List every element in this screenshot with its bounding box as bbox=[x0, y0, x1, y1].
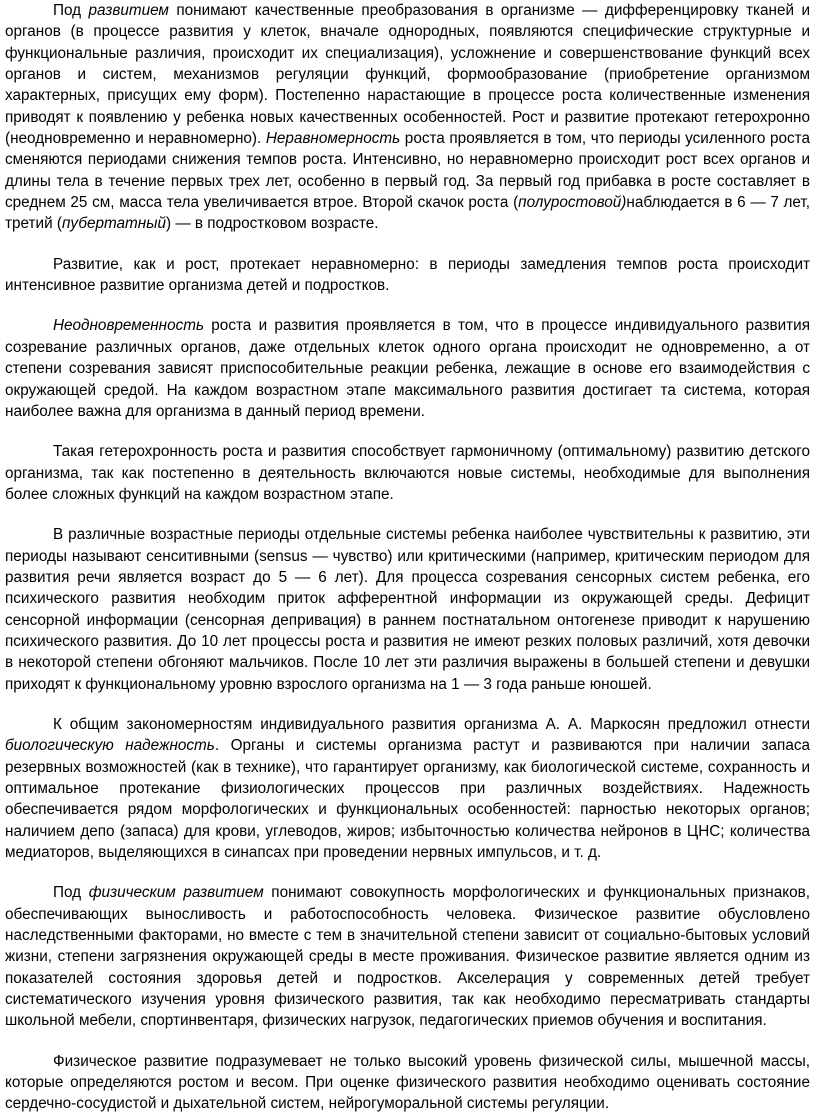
paragraph-heterochrony bbox=[5, 441, 810, 505]
paragraph-development-uneven bbox=[5, 254, 810, 297]
paragraph-biological-reliability bbox=[5, 714, 810, 863]
text-segment: К общим закономерностям индивидуального развития организма А. А. Маркосян предложил отнести bbox=[53, 715, 810, 733]
text-segment: наблюдается в 6 — 7 лет, третий ( bbox=[5, 194, 810, 233]
text-segment: понимают качественные преобразования в организме — дифференцировку тканей и органов (в процессе развития у клеток, вначале однородных, появляются специфические структурные и функциональные различия, происходит их специализация), усложнение и совершенствование функций всех органов и систем, механизмов регуляции функций, формообразование (приобретение организмом характерных, присущих ему форм). Постепенно нарастающие в процессе роста количественные изменения приводят к появлению у ребенка новых качественных особенностей. Рост и развитие протекают гетерохронно (неодновременно и неравномерно). bbox=[5, 2, 810, 148]
text-segment: Развитие, как и рост, протекает неравномерно: в периоды замедления темпов роста происходит интенсивное развитие организма детей и подростков. bbox=[5, 255, 810, 295]
text-segment: В различные возрастные периоды отдельные системы ребенка наиболее чувствительны к развитию, эти периоды называют сенситивными (sensus — чувство) или критическими (например, критическим периодом для развития речи является возраст до 5 — 6 лет). Для процесса созревания сенсорных систем ребенка, его психического развития необходим приток афферентной информации из окружающей среды. Дефицит сенсорной информации (сенсорная депривация) в раннем постнатальном онтогенезе приводит к нарушению психического развития. До 10 лет процессы роста и развития не имеют резких половых различий, хотя девочки в некоторой степени обгоняют мальчиков. После 10 лет эти различия выражены в большей степени и девушки приходят к функциональному уровню взрослого организма на 1 — 3 года раньше юношей. bbox=[5, 526, 810, 693]
term-non-simultaneity: Неодновременность bbox=[53, 317, 205, 335]
term-half-height: полуростовой) bbox=[518, 194, 627, 212]
term-development: развитием bbox=[88, 2, 169, 19]
paragraph-non-simultaneity bbox=[5, 315, 810, 422]
text-segment: понимают совокупность морфологических и функциональных признаков, обеспечивающих выносливость и работоспособность человека. Физическое развитие обусловлено наследственными факторами, но вместе с тем в значительной степени зависит от социально-бытовых условий жизни, степени загрязнения окружающей среды в месте проживания. Физическое развитие является одним из показателей состояния здоровья детей и подростков. Акселерация у современных детей требует систематического изучения уровня физического развития, так как необходимо пересматривать стандарты школьной мебели, спортинвентаря, физических нагрузок, педагогических приемов обучения и воспитания. bbox=[5, 884, 810, 1030]
text-segment: роста проявляется в том, что периоды усиленного роста сменяются периодами снижения темпов роста. Интенсивно, но неравномерно происходит рост всех органов и длины тела в течение первых трех лет, особенно в первый год. За первый год прибавка в росте составляет в среднем 25 см, масса тела увеличивается втрое. Второй скачок роста ( bbox=[5, 130, 811, 212]
term-unevenness: Неравномерность bbox=[265, 130, 401, 148]
term-physical-development: физическим развитием bbox=[88, 884, 264, 902]
term-pubertal: пубертатный bbox=[61, 215, 166, 233]
text-segment: Физическое развитие подразумевает не только высокий уровень физической силы, мышечной массы, которые определяются ростом и весом. При оценке физического развития необходимо оценивать состояние сердечно-сосудистой и дыхательной систем, нейрогуморальной системы регуляции. bbox=[5, 1052, 810, 1113]
paragraph-development-definition bbox=[5, 0, 810, 235]
term-biological-reliability: биологическую надежность bbox=[5, 737, 215, 755]
text-segment: роста и развития проявляется в том, что в процессе индивидуального развития созревание различных органов, даже отдельных клеток одного органа происходит не одновременно, а от степени созревания зависят приспособительные реакции ребенка, лежащие в основе его взаимодействия с окружающей средой. На каждом возрастном этапе максимального развития достигает та система, которая наиболее важна для организма в данный период времени. bbox=[5, 317, 810, 420]
text-segment: ) — в подростковом возрасте. bbox=[165, 215, 379, 233]
paragraph-physical-development bbox=[5, 882, 810, 1031]
text-segment: Такая гетерохронность роста и развития способствует гармоничному (оптимальному) развитию детского организма, так как постепенно в деятельность включаются новые системы, необходимые для выполнения более сложных функций на каждом возрастном этапе. bbox=[5, 443, 810, 503]
text-segment: Под bbox=[53, 2, 89, 19]
text-segment: Под bbox=[53, 884, 89, 902]
paragraph-sensitive-periods bbox=[5, 524, 810, 695]
paragraph-physical-assessment bbox=[5, 1051, 810, 1115]
text-segment: . Органы и системы организма растут и развиваются при наличии запаса резервных возможностей (как в технике), что гарантирует организму, как биологической системе, сохранность и оптимальное протекание физиологических процессов при различных воздействиях. Надежность обеспечивается рядом морфологических и функциональных особенностей: парностью некоторых органов; наличием депо (запаса) для крови, углеводов, жиров; избыточностью количества нейронов в ЦНС; количества медиаторов, выделяющихся в синапсах при проведении нервных импульсов, и т. д. bbox=[5, 737, 810, 862]
